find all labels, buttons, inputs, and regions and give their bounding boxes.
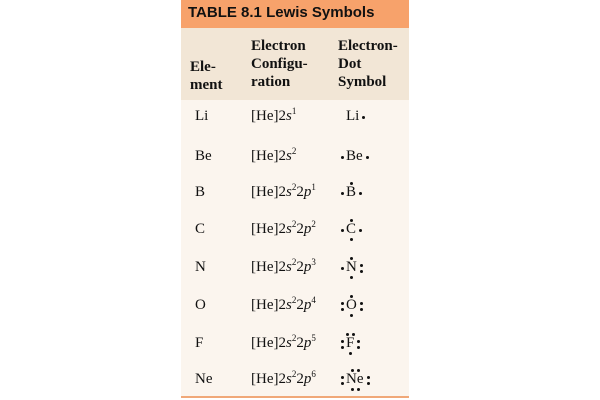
valence-electron-dot	[360, 264, 363, 267]
valence-electron-dot	[360, 270, 363, 273]
valence-electron-dot	[350, 182, 353, 185]
valence-electron-dot	[350, 314, 353, 317]
table-title: TABLE 8.1 Lewis Symbols	[188, 4, 375, 21]
dot-symbol-glyph: B	[339, 182, 363, 202]
valence-electron-dot	[341, 376, 344, 379]
valence-electron-dot	[350, 219, 353, 222]
electron-dot-symbol	[339, 295, 364, 315]
valence-electron-dot	[351, 369, 354, 372]
valence-electron-dot	[350, 257, 353, 260]
valence-electron-dot	[359, 229, 362, 232]
table-row	[181, 219, 409, 239]
valence-electron-dot	[357, 340, 360, 343]
valence-electron-dot	[362, 116, 365, 119]
valence-electron-dot	[352, 333, 355, 336]
table-row	[181, 369, 409, 389]
configuration-cell: $[He]2s^22p^6$	[251, 369, 316, 387]
configuration-cell: $[He]2s^22p^5$	[251, 333, 316, 351]
electron-dot-symbol	[339, 182, 363, 202]
configuration-cell: $[He]2s^22p^1$	[251, 182, 316, 200]
electron-dot-symbol	[339, 146, 370, 166]
valence-electron-dot	[341, 302, 344, 305]
electron-dot-symbol	[339, 257, 364, 277]
valence-electron-dot	[341, 156, 344, 159]
valence-electron-dot	[341, 267, 344, 270]
dot-symbol-glyph: O	[339, 295, 364, 315]
configuration-cell: $[He]2s^2$	[251, 146, 297, 164]
dot-symbol-glyph: N	[339, 257, 364, 277]
header-element: Ele- ment	[190, 59, 223, 93]
element-cell: Ne	[195, 371, 213, 387]
valence-electron-dot	[367, 376, 370, 379]
table-row	[181, 182, 409, 202]
element-cell: Li	[195, 108, 209, 124]
header-electron-configuration: Electron Configu- ration	[251, 38, 308, 90]
configuration-cell: $[He]2s^22p^4$	[251, 295, 316, 313]
valence-electron-dot	[359, 192, 362, 195]
valence-electron-dot	[357, 346, 360, 349]
configuration-cell: $[He]2s^22p^2$	[251, 219, 316, 237]
valence-electron-dot	[350, 238, 353, 241]
table-title-bar	[181, 0, 409, 28]
valence-electron-dot	[366, 156, 369, 159]
configuration-cell: $[He]2s^22p^3$	[251, 257, 316, 275]
valence-electron-dot	[351, 388, 354, 391]
valence-electron-dot	[341, 229, 344, 232]
dot-symbol-glyph: C	[339, 219, 363, 239]
valence-electron-dot	[341, 346, 344, 349]
element-cell: O	[195, 297, 206, 313]
element-cell: F	[195, 335, 204, 351]
valence-electron-dot	[346, 333, 349, 336]
table-bottom-rule	[181, 396, 409, 398]
electron-dot-symbol	[339, 333, 361, 353]
valence-electron-dot	[341, 382, 344, 385]
configuration-cell: $[He]2s^1$	[251, 106, 297, 124]
table-row	[181, 333, 409, 353]
electron-dot-symbol	[339, 219, 363, 239]
element-cell: B	[195, 184, 206, 200]
element-cell: C	[195, 221, 206, 237]
valence-electron-dot	[357, 388, 360, 391]
valence-electron-dot	[341, 340, 344, 343]
valence-electron-dot	[367, 382, 370, 385]
element-cell: N	[195, 259, 206, 275]
lewis-symbols-table	[181, 0, 409, 400]
valence-electron-dot	[350, 295, 353, 298]
table-row	[181, 257, 409, 277]
table-row	[181, 106, 409, 126]
valence-electron-dot	[341, 308, 344, 311]
valence-electron-dot	[360, 308, 363, 311]
valence-electron-dot	[349, 352, 352, 355]
dot-symbol-glyph: Li	[339, 106, 366, 126]
dot-symbol-glyph: Ne	[339, 369, 371, 389]
electron-dot-symbol	[339, 106, 366, 126]
header-electron-dot-symbol: Electron- Dot Symbol	[338, 38, 398, 90]
dot-symbol-glyph: F	[339, 333, 361, 353]
element-cell: Be	[195, 148, 212, 164]
electron-dot-symbol	[339, 369, 371, 389]
valence-electron-dot	[360, 302, 363, 305]
valence-electron-dot	[350, 276, 353, 279]
valence-electron-dot	[357, 369, 360, 372]
dot-symbol-glyph: Be	[339, 146, 370, 166]
table-row	[181, 295, 409, 315]
table-row	[181, 146, 409, 166]
valence-electron-dot	[341, 192, 344, 195]
